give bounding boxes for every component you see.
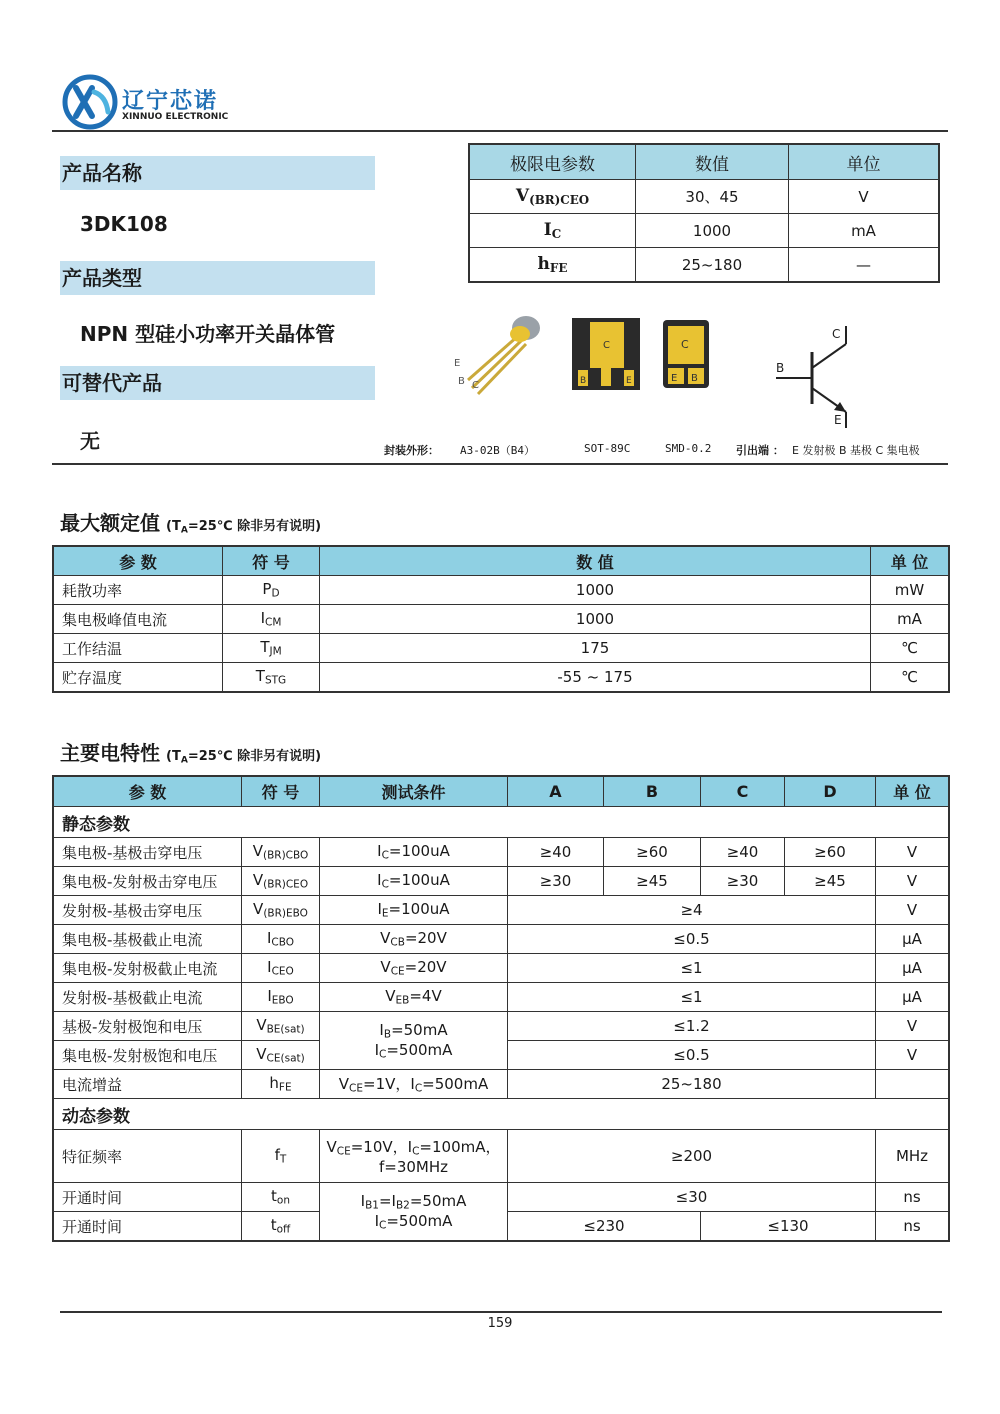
product-name-label: 产品名称 (60, 156, 375, 190)
condition: $I_B=50mA$ $I_C=500mA$ (320, 1012, 508, 1070)
elec-characteristics-table (52, 775, 950, 1242)
col-header: 参 数 (53, 546, 223, 576)
page-number: 159 (487, 1316, 513, 1331)
unit: μA (876, 983, 950, 1012)
table-row (53, 983, 949, 1012)
unit: mA (789, 214, 940, 248)
unit: V (876, 896, 950, 925)
static-params-label: 静态参数 (53, 807, 949, 838)
unit: mA (871, 605, 950, 634)
value: ≤0.5 (508, 925, 876, 954)
unit: ns (876, 1212, 950, 1242)
condition: $V_{CE}=20V$ (320, 954, 508, 983)
pad-label-e: E (626, 376, 632, 386)
symbol-label-c: C (832, 327, 841, 341)
value: 25~180 (508, 1070, 876, 1099)
grade-b: ≥60 (604, 838, 701, 867)
symbol: $I_{CBO}$ (242, 925, 320, 954)
symbol-label-e: E (834, 413, 842, 427)
package-label: 封装外形： (384, 444, 439, 457)
limit-params-table (468, 143, 940, 283)
symbol: $f_T$ (242, 1130, 320, 1183)
table-row (53, 954, 949, 983)
unit: V (876, 838, 950, 867)
param: 开通时间 (53, 1212, 242, 1242)
param: 工作结温 (53, 634, 223, 663)
product-type: NPN 型硅小功率开关晶体管 (80, 322, 336, 346)
footer-rule (60, 1311, 942, 1313)
header-rule (52, 130, 948, 132)
smd-label-c: C (681, 338, 689, 351)
value: 30、45 (636, 180, 789, 214)
smd-label-b: B (691, 373, 698, 384)
symbol: $t_{on}$ (242, 1183, 320, 1212)
group-row (53, 807, 949, 838)
col-header: 数值 (636, 144, 789, 180)
condition: $I_{B1}=I_{B2}=50mA$ $I_C=500mA$ (320, 1183, 508, 1242)
product-name: 3DK108 (80, 212, 168, 236)
value-cd: ≤130 (701, 1212, 876, 1242)
value: ≤30 (508, 1183, 876, 1212)
npn-transistor-symbol-icon (772, 322, 862, 432)
to-package-icon (450, 308, 550, 398)
param: 发射极-基极击穿电压 (53, 896, 242, 925)
logo-mark-icon (62, 74, 118, 130)
unit: MHz (876, 1130, 950, 1183)
col-header: D (785, 776, 876, 807)
table-row (53, 838, 949, 867)
col-header: 单 位 (876, 776, 950, 807)
param: 贮存温度 (53, 663, 223, 693)
grade-a: ≥40 (508, 838, 604, 867)
param: 集电极峰值电流 (53, 605, 223, 634)
unit: — (789, 248, 940, 283)
param: 集电极-发射极饱和电压 (53, 1041, 242, 1070)
param: 电流增益 (53, 1070, 242, 1099)
param: 发射极-基极截止电流 (53, 983, 242, 1012)
table-row (53, 896, 949, 925)
lead-label-e: E (454, 358, 461, 369)
table-row (53, 925, 949, 954)
value-ab: ≤230 (508, 1212, 701, 1242)
unit: ℃ (871, 663, 950, 693)
value: ≥200 (508, 1130, 876, 1183)
unit: μA (876, 954, 950, 983)
table-row (469, 248, 939, 283)
symbol: $h_{FE}$ (242, 1070, 320, 1099)
pad-label-c: C (603, 340, 610, 351)
table-row (469, 180, 939, 214)
condition: $V_{EB}=4V$ (320, 983, 508, 1012)
symbol: $V_{(BR)CEO}$ (242, 867, 320, 896)
logo-cn: 辽宁芯诺 (122, 89, 219, 114)
param: 集电极-基极击穿电压 (53, 838, 242, 867)
symbol: $V_{(BR)CBO}$ (242, 838, 320, 867)
grade-b: ≥45 (604, 867, 701, 896)
param: 耗散功率 (53, 576, 223, 605)
symbol-label-b: B (776, 361, 785, 375)
col-header: B (604, 776, 701, 807)
value: ≤1 (508, 983, 876, 1012)
unit: V (876, 1012, 950, 1041)
value: ≥4 (508, 896, 876, 925)
logo-en: XINNUO ELECTRONIC (122, 112, 229, 122)
table-row (53, 1012, 949, 1041)
condition: $I_C=100uA$ (320, 838, 508, 867)
unit: μA (876, 925, 950, 954)
company-logo (62, 74, 229, 130)
condition: $V_{CE}=1V$，$I_C=500mA$ (320, 1070, 508, 1099)
symbol: $V_{(BR)CEO}$ (469, 180, 636, 214)
value: 175 (320, 634, 871, 663)
pins-desc: E 发射极 B 基极 C 集电极 (792, 444, 920, 457)
param: 特征频率 (53, 1130, 242, 1183)
smd-label-e: E (671, 373, 678, 384)
table-header-row (469, 144, 939, 180)
value: ≤1.2 (508, 1012, 876, 1041)
group-row (53, 1099, 949, 1130)
param: 开通时间 (53, 1183, 242, 1212)
pad-label-b: B (580, 376, 587, 386)
table-row (53, 867, 949, 896)
package-smd: SMD-0.2 (665, 442, 712, 455)
param: 集电极-基极截止电流 (53, 925, 242, 954)
condition: $V_{CE}=10V$，$I_C=100mA$， f=30MHz (320, 1130, 508, 1183)
table-header-row (53, 546, 949, 576)
value: ≤0.5 (508, 1041, 876, 1070)
value: 1000 (320, 605, 871, 634)
table-row (469, 214, 939, 248)
symbol: $V_{BE(sat)}$ (242, 1012, 320, 1041)
dynamic-params-label: 动态参数 (53, 1099, 949, 1130)
alt-product: 无 (80, 429, 100, 453)
symbol: $I_{EBO}$ (242, 983, 320, 1012)
unit: V (789, 180, 940, 214)
unit: ns (876, 1183, 950, 1212)
value: 25~180 (636, 248, 789, 283)
product-type-label: 产品类型 (60, 261, 375, 295)
grade-c: ≥30 (701, 867, 785, 896)
table-row (53, 1183, 949, 1212)
table-row (53, 1130, 949, 1183)
value: -55 ~ 175 (320, 663, 871, 693)
symbol: $T_{STG}$ (223, 663, 320, 693)
condition: $V_{CB}=20V$ (320, 925, 508, 954)
max-ratings-table (52, 545, 950, 693)
grade-d: ≥60 (785, 838, 876, 867)
symbol: $V_{(BR)EBO}$ (242, 896, 320, 925)
symbol: $V_{CE(sat)}$ (242, 1041, 320, 1070)
grade-a: ≥30 (508, 867, 604, 896)
symbol: $T_{JM}$ (223, 634, 320, 663)
unit: V (876, 867, 950, 896)
value: 1000 (636, 214, 789, 248)
table-row (53, 605, 949, 634)
lead-label-c: C (472, 380, 479, 391)
col-header: 单位 (789, 144, 940, 180)
unit: ℃ (871, 634, 950, 663)
param: 集电极-发射极截止电流 (53, 954, 242, 983)
condition: $I_E=100uA$ (320, 896, 508, 925)
section-rule (52, 463, 948, 465)
symbol: $h_{FE}$ (469, 248, 636, 283)
col-header: 符 号 (223, 546, 320, 576)
value: 1000 (320, 576, 871, 605)
col-header: 符 号 (242, 776, 320, 807)
max-ratings-title: 最大额定值 ($T_A=25℃$ 除非另有说明) (60, 511, 322, 536)
symbol: $I_{CEO}$ (242, 954, 320, 983)
unit: mW (871, 576, 950, 605)
grade-c: ≥40 (701, 838, 785, 867)
symbol: $I_{CM}$ (223, 605, 320, 634)
table-row (53, 634, 949, 663)
alt-product-label: 可替代产品 (60, 366, 375, 400)
condition: $I_C=100uA$ (320, 867, 508, 896)
table-row (53, 663, 949, 693)
param: 基极-发射极饱和电压 (53, 1012, 242, 1041)
param: 集电极-发射极击穿电压 (53, 867, 242, 896)
col-header: 数 值 (320, 546, 871, 576)
symbol: $I_C$ (469, 214, 636, 248)
unit: V (876, 1041, 950, 1070)
col-header: A (508, 776, 604, 807)
col-header: 参 数 (53, 776, 242, 807)
lead-label-b: B (458, 376, 465, 387)
package-a3: A3-02B（B4） (460, 444, 535, 457)
smd-package-icon (663, 320, 709, 388)
pins-label: 引出端 ： (736, 444, 784, 457)
col-header: C (701, 776, 785, 807)
sot89-package-icon (572, 318, 640, 390)
unit (876, 1070, 950, 1099)
table-row (53, 1070, 949, 1099)
value: ≤1 (508, 954, 876, 983)
symbol: $P_D$ (223, 576, 320, 605)
col-header: 测试条件 (320, 776, 508, 807)
col-header: 单 位 (871, 546, 950, 576)
elec-title: 主要电特性 ($T_A=25℃$ 除非另有说明) (60, 741, 322, 766)
grade-d: ≥45 (785, 867, 876, 896)
package-sot89: SOT-89C (584, 442, 631, 455)
col-header: 极限电参数 (469, 144, 636, 180)
table-header-row (53, 776, 949, 807)
symbol: $t_{off}$ (242, 1212, 320, 1242)
table-row (53, 576, 949, 605)
